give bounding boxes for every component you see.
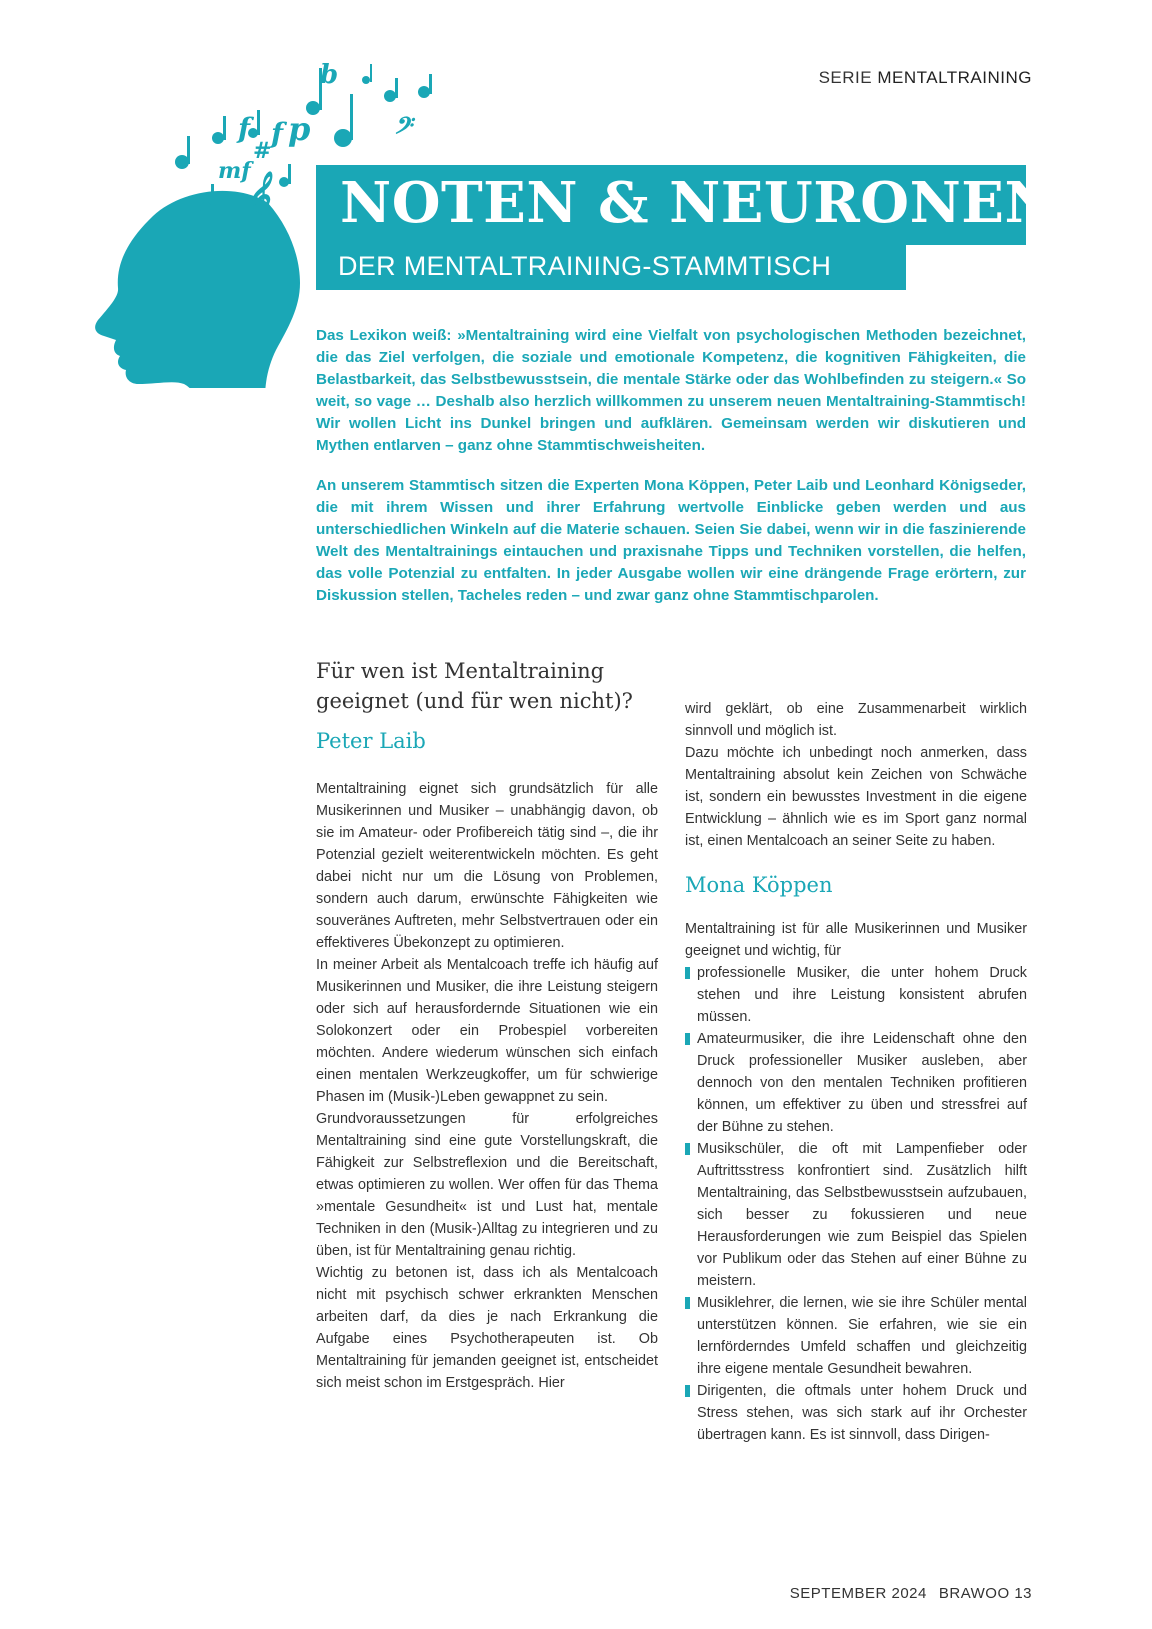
series-prefix: SERIE [818,68,873,87]
body-paragraph: In meiner Arbeit als Mentalcoach treffe ich häufig auf Musikerinnen und Musiker, die ihre Leistung steigern oder sich auf herausfordernde Situationen wie ein Solokonzert oder ein Probespiel vorbereiten möchten. Andere wiederum wünschen sich einfach einen mentalen Werkzeugkoffer, um für schwierige Phasen im (Musik-)Leben gewappnet zu sein. [316,957,658,1105]
page-subtitle: DER MENTALTRAINING-STAMMTISCH [338,251,832,281]
body-paragraph: Mentaltraining ist für alle Musikerinnen und Musiker geeignet und wichtig, für [685,921,1027,959]
body-paragraph: Grundvoraussetzungen für erfolgreiches Mentaltraining sind eine gute Vorstellungskraft, die Fähigkeit zur Selbstreflexion und die Bereitschaft, etwas optimieren zu wollen. Wer offen für das Thema »mentale Gesundheit« ist und Lust hat, mentale Techniken in den (Musik-)Alltag zu integrieren und zu üben, ist für Mentaltraining genau richtig. [316,1111,658,1259]
series-name: MENTALTRAINING [877,68,1032,87]
svg-text:mf: mf [218,158,251,184]
list-item: Dirigenten, die oftmals unter hohem Druck und Stress stehen, was sich stark auf ihr Orchester übertragen kann. Es ist sinnvoll, dass Dirigen- [685,1380,1027,1446]
list-item: professionelle Musiker, die unter hohem Druck stehen und ihre Leistung konsistent abrufen müssen. [685,962,1027,1028]
page-footer [790,1585,1032,1602]
list-item: Musikschüler, die oft mit Lampenfieber oder Auftrittsstress konfrontiert sind. Zusätzlich hilft Mentaltraining, das Selbstbewusstsein aufzubauen, sich besser zu fokussieren und neue Herausforderungen wie zum Beispiel das Spielen vor Publikum oder das Stehen auf einer Bühne zu meistern. [685,1138,1027,1292]
body-paragraph: Dazu möchte ich unbedingt noch anmerken, dass Mentaltraining absolut kein Zeichen von Schwäche ist, sondern ein bewusstes Investment in die eigene Entwicklung – ähnlich wie es im Sport ganz normal ist, einen Mentalcoach an seiner Seite zu haben. [685,745,1027,849]
svg-text:p: p [288,110,311,148]
magazine-name: BRAWOO [938,1585,1010,1602]
series-label [819,68,1032,88]
bullet-list [685,962,1027,1446]
svg-text:𝄢: 𝄢 [393,112,412,145]
question-heading: Für wen ist Mentaltraining geeignet (und für wen nicht)? [316,659,633,713]
intro-paragraph: Das Lexikon weiß: »Mentaltraining wird eine Vielfalt von psychologischen Methoden bezeichnet, die das Ziel verfolgen, die soziale und emotionale Kompetenz, die kognitiven Fähigkeiten, die Belastbarkeit, das Selbstbewusstsein, die mentale Stärke oder das Wohlbefinden zu steigern.« So weit, so vage … Deshalb also herzlich willkommen zu unserem neuen Mentaltraining-Stammtisch! Wir wollen Licht ins Dunkel bringen und aufklären. Gemeinsam werden wir diskutieren und Mythen entlarven – ganz ohne Stammtischweisheiten. [316,327,1026,454]
svg-text:f: f [271,117,284,150]
speaker-name: Peter Laib [316,729,426,753]
list-item: Musiklehrer, die lernen, wie sie ihre Schüler mental unterstützen können. Sie erfahren, wie sie ein lernförderndes Umfeld schaffen und gleichzeitig ihre eigene mentale Gesundheit bewahren. [685,1292,1027,1380]
page-number: 13 [1014,1585,1032,1602]
intro-paragraph: An unserem Stammtisch sitzen die Experten Mona Köppen, Peter Laib und Leonhard Königseder, die mit ihrem Wissen und ihrer Erfahrung wertvolle Einblicke geben werden und aus unterschiedlichen Winkeln auf die Materie schauen. Seien Sie dabei, wenn wir in die faszinierende Welt des Mentaltrainings eintauchen und praxisnahe Tipps und Techniken vorstellen, die helfen, das volle Potenzial zu entfalten. In jeder Ausgabe wollen wir eine drängende Frage erörtern, zur Diskussion stellen, Tacheles reden – und zwar ganz ohne Stammtischparolen. [316,477,1026,604]
svg-text:b: b [320,60,339,90]
speaker-name: Mona Köppen [685,873,833,897]
column-right [685,698,1027,1446]
svg-text:f: f [238,112,251,145]
page-title: NOTEN & NEURONEN [340,170,1057,236]
body-paragraph: wird geklärt, ob eine Zusammenarbeit wirklich sinnvoll und möglich ist. [685,701,1027,739]
svg-text:#: # [253,138,272,164]
issue-date: SEPTEMBER 2024 [789,1585,927,1602]
column-left [316,656,658,1394]
body-paragraph: Wichtig zu betonen ist, dass ich als Mentalcoach nicht mit psychisch schwer erkrankten Menschen arbeiten darf, da dies je nach Erkrankung die Aufgabe eines Psychotherapeuten ist. Ob Mentaltraining für jemanden geeignet ist, entscheidet sich meist schon im Erstgespräch. Hier [316,1265,658,1391]
svg-text:𝄞: 𝄞 [246,171,270,218]
list-item: Amateurmusiker, die ihre Leidenschaft ohne den Druck professioneller Musiker ausleben, aber dennoch von den mentalen Techniken profitieren können, um effektiver zu üben und stressfrei auf der Bühne zu stehen. [685,1028,1027,1138]
body-paragraph: Mentaltraining eignet sich grundsätzlich für alle Musikerinnen und Musiker – unabhängig davon, ob sie im Amateur- oder Profibereich tätig sind –, die ihr Potenzial gezielt weiterentwickeln möchten. Es geht dabei nicht nur um die Lösung von Problemen, sondern auch darum, erwünschte Fähigkeiten wie souveränes Auftreten, mehr Selbstvertrauen oder ein effektiveres Übekonzept zu optimieren. [316,781,658,951]
